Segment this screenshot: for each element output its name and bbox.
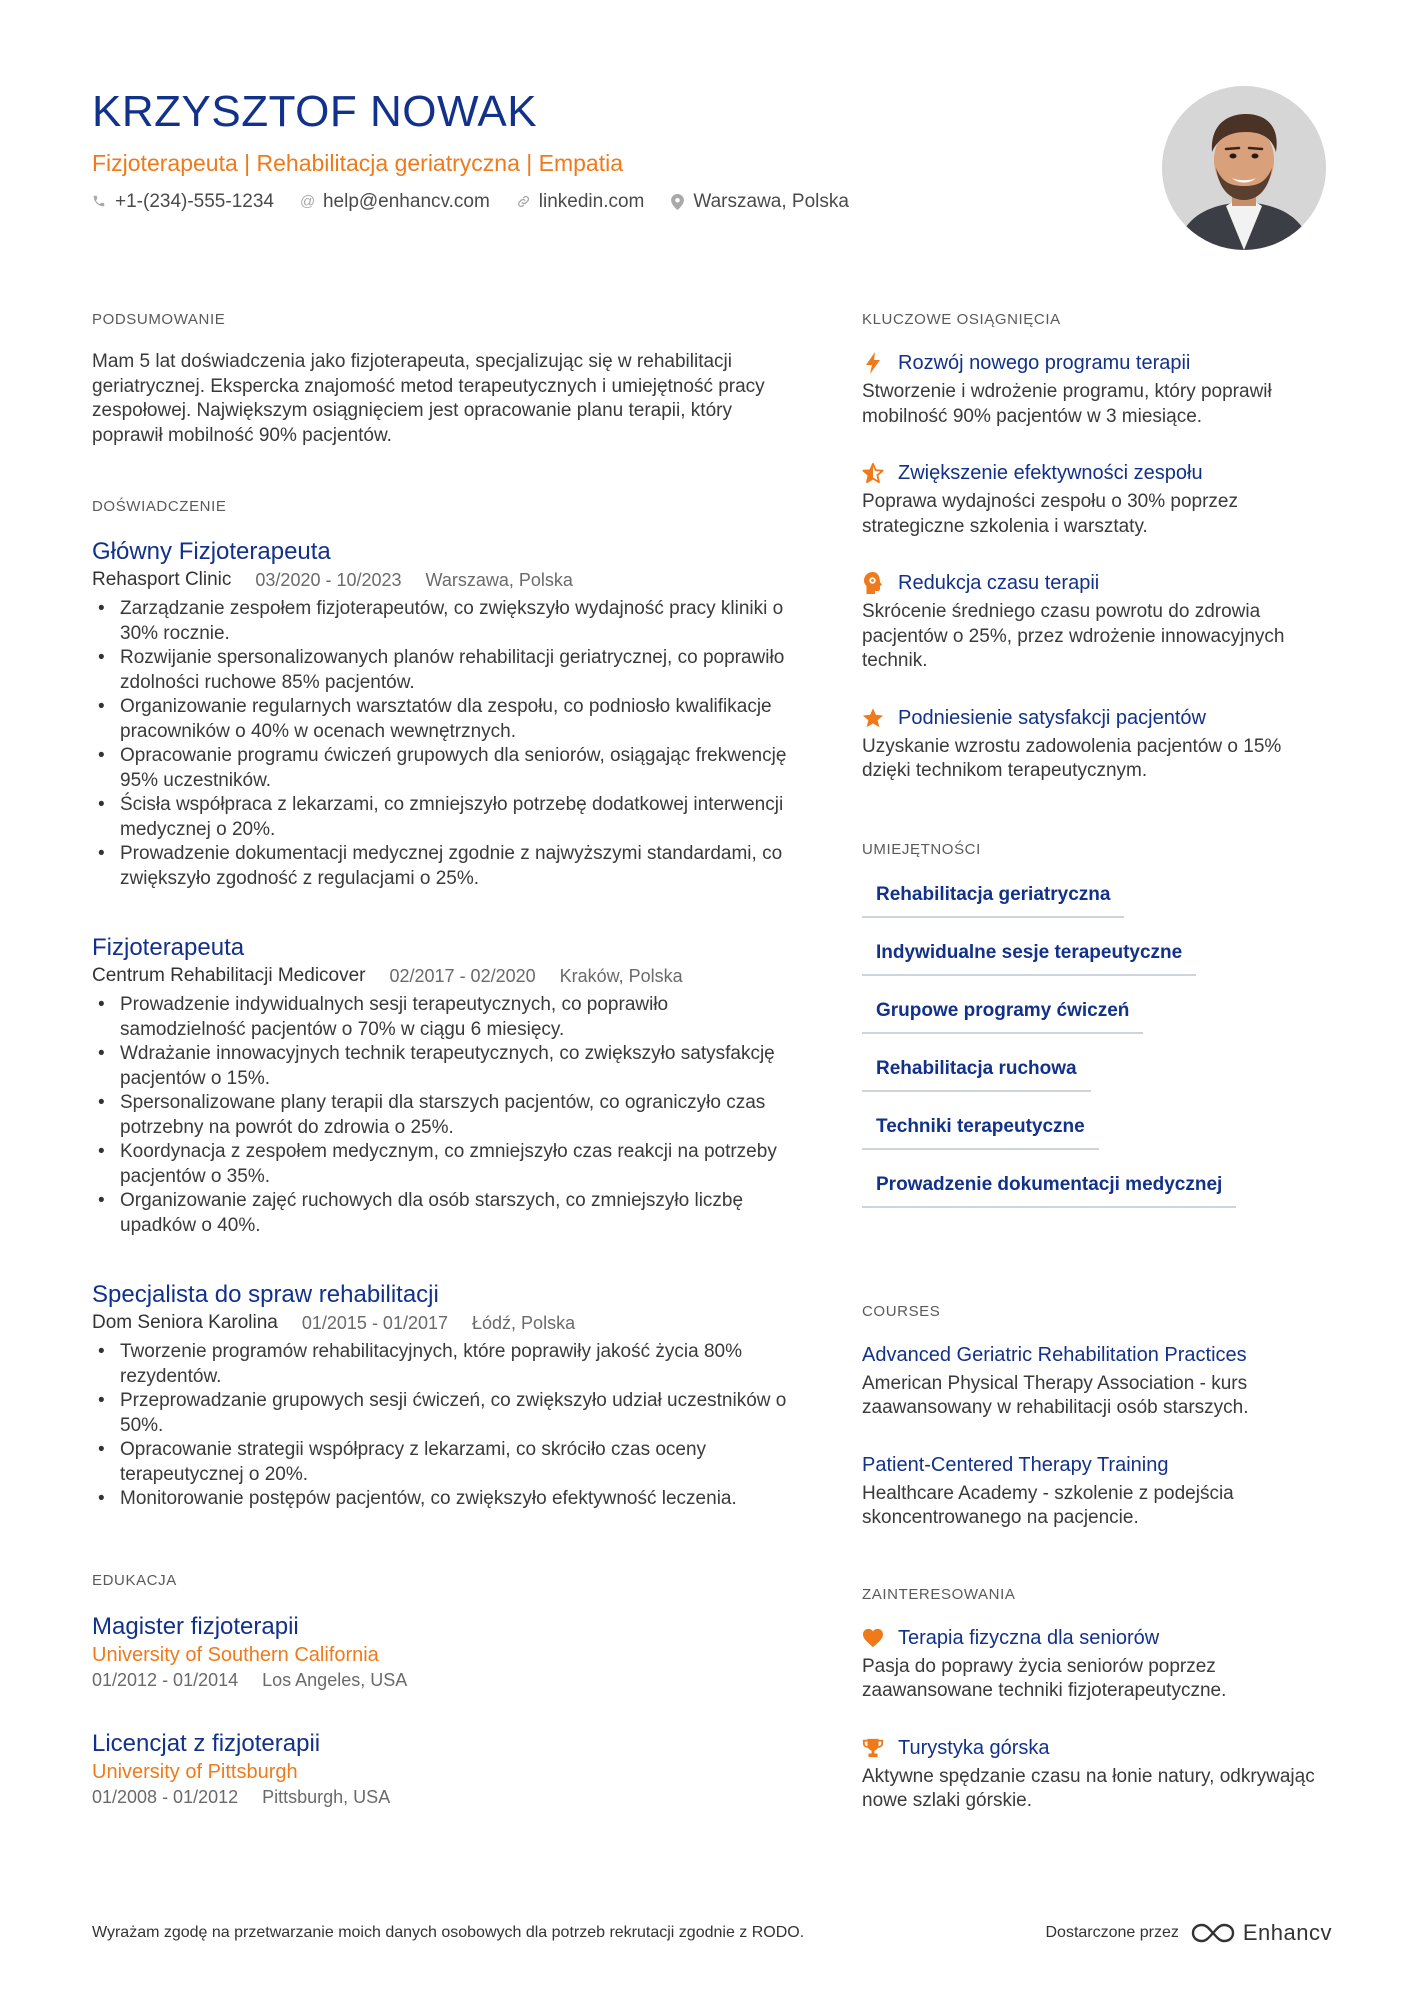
job-bullet: • Organizowanie zajęć ruchowych dla osób starszych, co zmniejszyło liczbę upadków o 40%. <box>92 1189 792 1238</box>
education-dates: 01/2012 - 01/2014 <box>92 1669 239 1690</box>
skill-tag: Rehabilitacja ruchowa <box>862 1056 1091 1092</box>
summary-text: Mam 5 lat doświadczenia jako fizjoterapeuta, specjalizując się w rehabilitacji geriatrycznej. Ekspercka znajomość metod terapeutycznych i umiejętność pracy zespołowej. Największym osiągnięciem jest opracowanie planu terapii, który poprawił mobilność 90% pacjentów. <box>92 351 765 446</box>
job-dates: 03/2020 - 10/2023 <box>255 570 402 590</box>
experience-heading: DOŚWIADCZENIE <box>92 498 227 515</box>
job-meta <box>92 1310 792 1336</box>
lightning-icon <box>862 352 884 374</box>
job-bullet: • Monitorowanie postępów pacjentów, co zwiększyło efektywność leczenia. <box>92 1487 792 1512</box>
education-dates: 01/2008 - 01/2012 <box>92 1786 239 1807</box>
job-location: Kraków, Polska <box>559 966 683 986</box>
head-brain-icon <box>862 572 884 594</box>
footer <box>92 1920 1332 1946</box>
job-entry <box>92 1280 792 1512</box>
course-description: American Physical Therapy Association - kurs zaawansowany w rehabilitacji osób starszych. <box>862 1372 1249 1418</box>
interest-item <box>862 1735 1332 1814</box>
job-meta <box>92 963 792 989</box>
course-item <box>862 1452 1332 1531</box>
job-title: Specjalista do spraw rehabilitacji <box>92 1281 439 1308</box>
left-column <box>92 310 792 1809</box>
contact-email[interactable] <box>300 188 490 216</box>
achievement-item <box>862 350 1332 429</box>
education-school: University of Southern California <box>92 1643 379 1666</box>
powered-by-label: Dostarczone przez <box>1045 1924 1179 1941</box>
job-meta <box>92 567 792 593</box>
skills-heading: UMIEJĘTNOŚCI <box>862 840 981 858</box>
course-description: Healthcare Academy - szkolenie z podejścia skoncentrowanego na pacjencie. <box>862 1482 1234 1528</box>
job-entry <box>92 933 792 1238</box>
job-location: Łódź, Polska <box>472 1313 576 1333</box>
enhancv-logo[interactable] <box>1191 1920 1332 1946</box>
at-sign-icon: @ <box>299 193 316 210</box>
education-degree: Licencjat z fizjoterapii <box>92 1729 321 1757</box>
contact-linkedin-text: linkedin.com <box>538 191 645 212</box>
achievement-title: Redukcja czasu terapii <box>898 572 1100 594</box>
achievement-title: Podniesienie satysfakcji pacjentów <box>898 706 1206 729</box>
achievement-description: Skrócenie średniego czasu powrotu do zdrowia pacjentów o 25%, przez wdrożenie innowacyjnych technik. <box>862 601 1285 671</box>
education-section <box>92 1571 792 1809</box>
contact-email-text: help@enhancv.com <box>322 191 490 212</box>
resume-header <box>92 84 1142 216</box>
phone-icon <box>92 194 106 210</box>
achievements-section <box>862 310 1332 784</box>
courses-heading: COURSES <box>862 1302 941 1320</box>
education-entry <box>92 1728 792 1809</box>
interest-description: Aktywne spędzanie czasu na łonie natury, odkrywając nowe szlaki górskie. <box>862 1765 1315 1811</box>
contact-phone-text: +1-(234)-555-1234 <box>115 191 274 212</box>
education-entry <box>92 1611 792 1692</box>
experience-section <box>92 497 792 1512</box>
skills-section <box>862 840 1332 1230</box>
contact-phone[interactable] <box>92 188 274 216</box>
contact-location-text: Warszawa, Polska <box>693 191 849 212</box>
job-bullet: • Opracowanie programu ćwiczeń grupowych dla seniorów, osiągając frekwencję 95% uczestników. <box>92 744 792 793</box>
job-bullets <box>92 993 792 1238</box>
education-degree: Magister fizjoterapii <box>92 1612 299 1640</box>
interest-description: Pasja do poprawy życia seniorów poprzez zaawansowane techniki fizjoterapeutyczne. <box>862 1655 1227 1701</box>
achievement-description: Stworzenie i wdrożenie programu, który poprawił mobilność 90% pacjentów w 3 miesiące. <box>862 381 1272 427</box>
trophy-icon <box>862 1737 884 1759</box>
education-meta <box>92 1668 792 1692</box>
powered-by <box>1045 1920 1332 1946</box>
contact-list <box>92 188 1142 216</box>
achievements-heading: KLUCZOWE OSIĄGNIĘCIA <box>862 311 1061 328</box>
candidate-name: KRZYSZTOF NOWAK <box>92 87 538 136</box>
interests-section <box>862 1585 1332 1814</box>
education-meta <box>92 1785 792 1809</box>
education-location: Los Angeles, USA <box>262 1669 408 1690</box>
job-bullet: • Prowadzenie indywidualnych sesji terapeutycznych, co poprawiło samodzielność pacjentów o 70% w ciągu 6 miesięcy. <box>92 993 792 1042</box>
job-dates: 02/2017 - 02/2020 <box>389 966 536 986</box>
job-bullet: • Prowadzenie dokumentacji medycznej zgodnie z najwyższymi standardami, co zwiększyło zgodność z regulacjami o 25%. <box>92 842 792 891</box>
course-title: Advanced Geriatric Rehabilitation Practices <box>862 1343 1247 1366</box>
achievement-item <box>862 705 1332 784</box>
interests-heading: ZAINTERESOWANIA <box>862 1585 1016 1603</box>
summary-section <box>92 310 792 448</box>
interest-title: Turystyka górska <box>898 1736 1050 1759</box>
interest-title: Terapia fizyczna dla seniorów <box>898 1626 1160 1649</box>
contact-location <box>670 188 849 216</box>
job-bullet: • Tworzenie programów rehabilitacyjnych, które poprawiły jakość życia 80% rezydentów. <box>92 1340 792 1389</box>
summary-heading: PODSUMOWANIE <box>92 311 226 328</box>
achievement-description: Poprawa wydajności zespołu o 30% poprzez strategiczne szkolenia i warsztaty. <box>862 491 1238 537</box>
profile-photo <box>1162 86 1326 250</box>
link-icon <box>516 194 530 210</box>
right-column <box>862 310 1332 1814</box>
job-bullet: • Rozwijanie spersonalizowanych planów rehabilitacji geriatrycznej, co poprawiło zdolności ruchowe 85% pacjentów. <box>92 646 792 695</box>
job-bullet: • Spersonalizowane plany terapii dla starszych pacjentów, co ograniczyło czas potrzebny na powrót do zdrowia o 25%. <box>92 1091 792 1140</box>
job-company: Dom Seniora Karolina <box>92 1312 278 1333</box>
courses-section <box>862 1302 1332 1531</box>
achievement-item <box>862 460 1332 539</box>
achievement-item <box>862 570 1332 674</box>
education-location: Pittsburgh, USA <box>262 1786 391 1807</box>
job-bullet: • Zarządzanie zespołem fizjoterapeutów, co zwiększyło wydajność pracy kliniki o 30% rocznie. <box>92 597 792 646</box>
gdpr-consent: Wyrażam zgodę na przetwarzanie moich danych osobowych dla potrzeb rekrutacji zgodnie z RODO. <box>92 1924 805 1941</box>
job-title: Główny Fizjoterapeuta <box>92 538 331 565</box>
achievement-title: Rozwój nowego programu terapii <box>898 352 1191 374</box>
skill-tag: Grupowe programy ćwiczeń <box>862 998 1143 1034</box>
education-heading: EDUKACJA <box>92 1571 177 1589</box>
job-title: Fizjoterapeuta <box>92 934 245 961</box>
star-icon <box>862 707 884 729</box>
job-dates: 01/2015 - 01/2017 <box>301 1313 449 1333</box>
job-bullets <box>92 597 792 891</box>
course-item <box>862 1342 1332 1421</box>
star-half-icon <box>862 462 884 484</box>
job-company: Rehasport Clinic <box>92 569 232 590</box>
job-bullet: • Organizowanie regularnych warsztatów dla zespołu, co podniosło kwalifikacje pracowników o 40% w ocenach wewnętrznych. <box>92 695 792 744</box>
skill-tag: Indywidualne sesje terapeutyczne <box>862 940 1196 976</box>
skills-list <box>862 882 1332 1230</box>
brand-name: Enhancv <box>1242 1920 1332 1945</box>
job-bullet: • Ścisła współpraca z lekarzami, co zmniejszyło potrzebę dodatkowej interwencji medycznej o 20%. <box>92 793 792 842</box>
contact-linkedin[interactable] <box>516 188 645 216</box>
job-bullet: • Koordynacja z zespołem medycznym, co zmniejszyło czas reakcji na potrzeby pacjentów o 35%. <box>92 1140 792 1189</box>
job-bullet: • Przeprowadzanie grupowych sesji ćwiczeń, co zwiększyło udział uczestników o 50%. <box>92 1389 792 1438</box>
achievement-description: Uzyskanie wzrostu zadowolenia pacjentów o 15% dzięki technikom terapeutycznym. <box>862 735 1282 781</box>
job-bullets <box>92 1340 792 1512</box>
skill-tag: Techniki terapeutyczne <box>862 1114 1099 1150</box>
location-pin-icon <box>670 194 684 210</box>
course-title: Patient-Centered Therapy Training <box>862 1453 1169 1476</box>
skill-tag: Rehabilitacja geriatryczna <box>862 882 1124 918</box>
job-company: Centrum Rehabilitacji Medicover <box>92 965 366 986</box>
job-location: Warszawa, Polska <box>425 570 573 590</box>
education-school: University of Pittsburgh <box>92 1760 298 1783</box>
interest-item <box>862 1625 1332 1704</box>
job-bullet: • Wdrażanie innowacyjnych technik terapeutycznych, co zwiększyło satysfakcję pacjentów o 15%. <box>92 1042 792 1091</box>
skill-tag: Prowadzenie dokumentacji medycznej <box>862 1172 1236 1208</box>
achievement-title: Zwiększenie efektywności zespołu <box>898 462 1203 484</box>
heart-icon <box>862 1627 884 1649</box>
job-entry <box>92 537 792 891</box>
infinity-logo-icon <box>1191 1922 1235 1944</box>
candidate-tagline: Fizjoterapeuta | Rehabilitacja geriatryczna | Empatia <box>92 150 623 176</box>
job-bullet: • Opracowanie strategii współpracy z lekarzami, co skróciło czas oceny terapeutycznej o 20%. <box>92 1438 792 1487</box>
